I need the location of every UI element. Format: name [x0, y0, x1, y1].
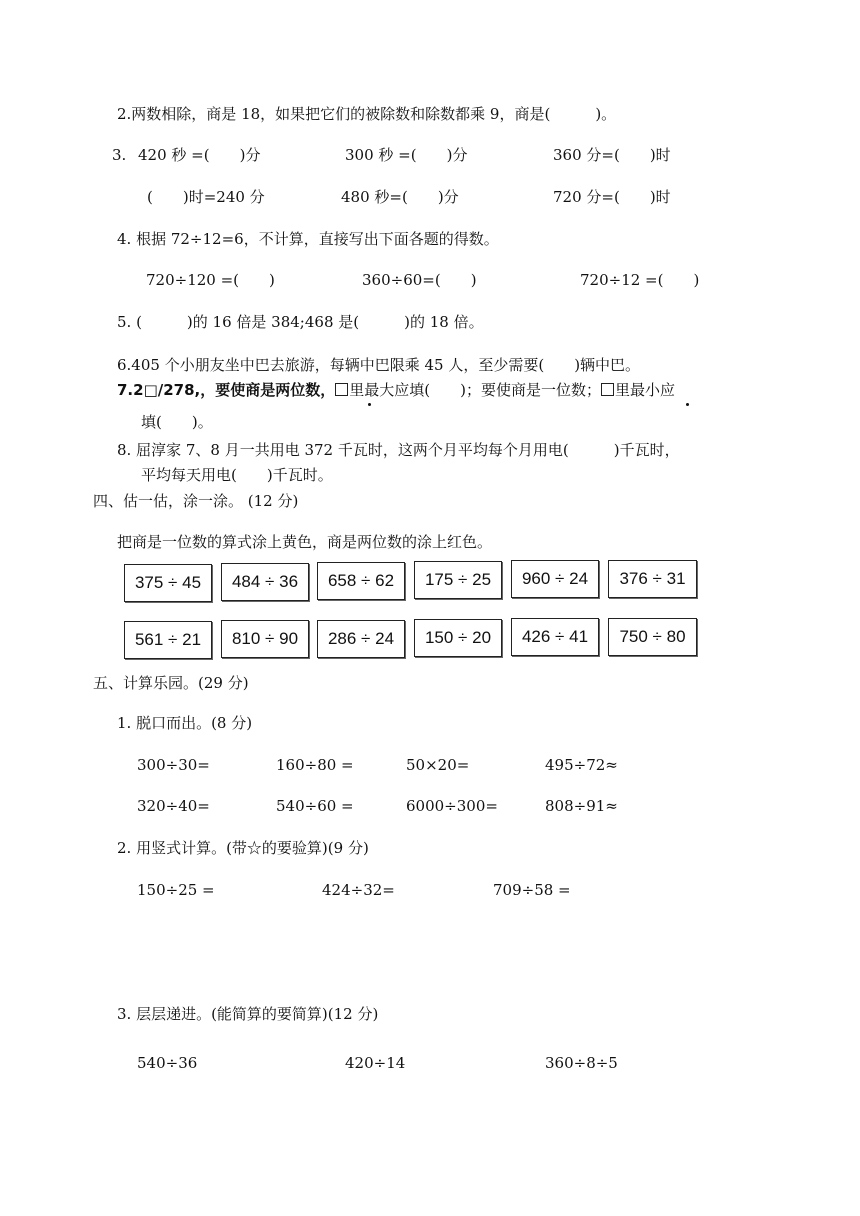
sub-2-title: 2. 用竖式计算。(带☆的要验算)(9 分) [117, 839, 369, 857]
sub-3-title: 3. 层层递进。(能简算的要简算)(12 分) [117, 1005, 379, 1023]
conversion-5: 480 秒=( )分 [341, 188, 459, 206]
question-7-mid1: 里最大应填( )；要使商是一位数； [349, 381, 601, 399]
question-5: 5. ( )的 16 倍是 384;468 是( )的 18 倍。 [117, 313, 484, 331]
section-5-title: 五、计算乐园。(29 分) [93, 674, 249, 692]
oral-calc: 6000÷300= [406, 797, 498, 815]
conversion-1: 420 秒 =( )分 [138, 146, 261, 164]
oral-calc: 808÷91≈ [545, 797, 618, 815]
section-4-title: 四、估一估，涂一涂。 (12 分) [93, 492, 299, 510]
question-7-line-2: 填( )。 [141, 413, 213, 431]
emphasis-dot-icon [686, 403, 689, 406]
sub-1-title: 1. 脱口而出。(8 分) [117, 714, 253, 732]
expression-box[interactable]: 175 ÷ 25 [414, 561, 502, 599]
question-7-line-1 [117, 380, 675, 400]
expression-box[interactable]: 810 ÷ 90 [221, 620, 309, 658]
vertical-calc: 150÷25 = [137, 881, 215, 899]
expression-box[interactable]: 286 ÷ 24 [317, 620, 405, 658]
question-8-line-1: 8. 屈淳家 7、8 月一共用电 372 千瓦时，这两个月平均每个月用电( )千瓦时， [117, 441, 680, 459]
conversion-3: 360 分=( )时 [553, 146, 671, 164]
expression-box[interactable]: 150 ÷ 20 [414, 619, 502, 657]
question-4: 4. 根据 72÷12=6，不计算，直接写出下面各题的得数。 [117, 230, 499, 248]
stepwise-calc: 360÷8÷5 [545, 1054, 618, 1072]
expression-box[interactable]: 561 ÷ 21 [124, 621, 212, 659]
oral-calc: 495÷72≈ [545, 756, 618, 774]
q4-answer-2: 360÷60=( ) [362, 271, 477, 289]
q4-answer-1: 720÷120 =( ) [146, 271, 275, 289]
oral-calc: 50×20= [406, 756, 470, 774]
vertical-calc: 424÷32= [322, 881, 395, 899]
question-6: 6.405 个小朋友坐中巴去旅游，每辆中巴限乘 45 人，至少需要( )辆中巴。 [117, 356, 641, 374]
oral-calc: 300÷30= [137, 756, 210, 774]
section-4-instruction: 把商是一位数的算式涂上黄色，商是两位数的涂上红色。 [117, 533, 493, 551]
oral-calc: 540÷60 = [276, 797, 354, 815]
oral-calc: 320÷40= [137, 797, 210, 815]
q4-answer-3: 720÷12 =( ) [580, 271, 700, 289]
emphasis-dot-icon [368, 403, 371, 406]
conversion-4: ( )时=240 分 [147, 188, 265, 206]
question-7-prefix: 7.2□/278,，要使商是两位数， [117, 381, 336, 399]
expression-box[interactable]: 750 ÷ 80 [608, 618, 697, 656]
question-2: 2.两数相除，商是 18，如果把它们的被除数和除数都乘 9，商是( )。 [117, 105, 617, 123]
stepwise-calc: 420÷14 [345, 1054, 406, 1072]
expression-box[interactable]: 484 ÷ 36 [221, 563, 309, 601]
blank-square-icon [601, 383, 614, 396]
question-3-number: 3. [112, 146, 127, 164]
expression-box[interactable]: 426 ÷ 41 [511, 618, 599, 656]
expression-box[interactable]: 376 ÷ 31 [608, 560, 697, 598]
question-7-mid2: 里最小应 [614, 381, 675, 399]
oral-calc: 160÷80 = [276, 756, 354, 774]
blank-square-icon [335, 383, 348, 396]
expression-box[interactable]: 960 ÷ 24 [511, 560, 599, 598]
expression-box[interactable]: 375 ÷ 45 [124, 564, 212, 602]
expression-box[interactable]: 658 ÷ 62 [317, 562, 405, 600]
conversion-6: 720 分=( )时 [553, 188, 671, 206]
question-8-line-2: 平均每天用电( )千瓦时。 [141, 466, 333, 484]
conversion-2: 300 秒 =( )分 [345, 146, 468, 164]
vertical-calc: 709÷58 = [493, 881, 571, 899]
stepwise-calc: 540÷36 [137, 1054, 198, 1072]
